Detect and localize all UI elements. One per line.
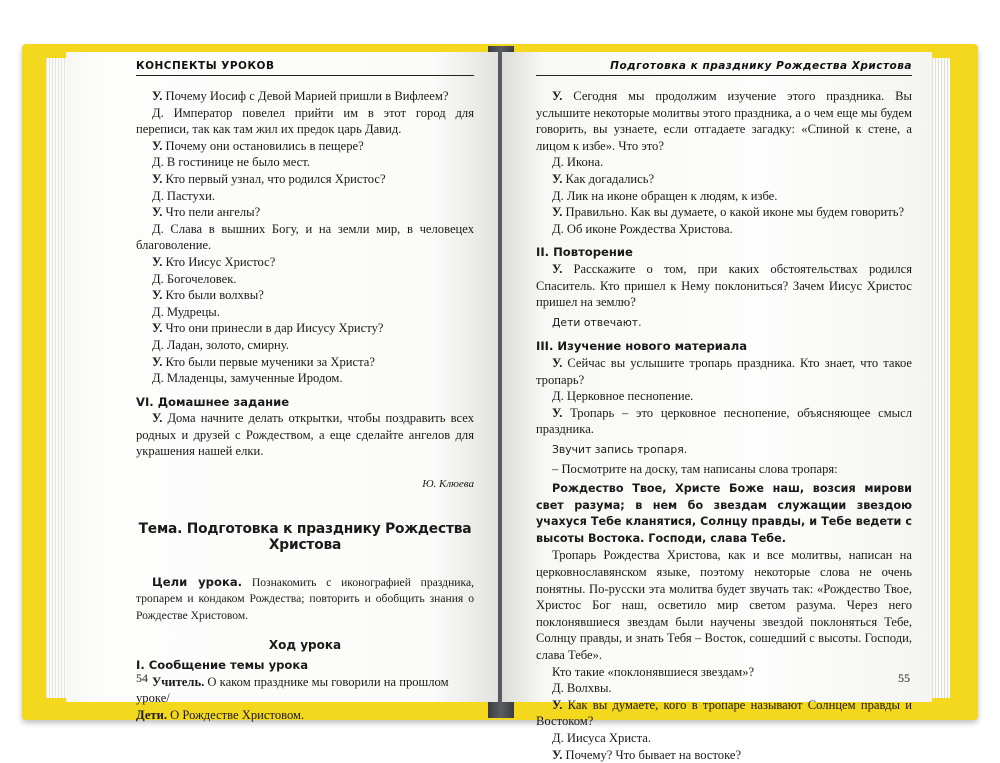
left-dialog — [136, 88, 474, 387]
page-edges-left — [46, 58, 68, 698]
dialog-line: Д. Икона. — [552, 155, 604, 170]
dialog-line: У. Почему они остановились в пещере? — [152, 138, 364, 153]
dialog-2 — [536, 680, 912, 763]
homework-paragraph: У. Дома начните делать открытки, чтобы поздравить всех родных и друзей с Рождеством, а еще сделайте ангелов для украшения нашей елки. — [136, 411, 474, 459]
left-page — [66, 52, 498, 722]
section-2-heading: II. Повторение — [536, 245, 633, 260]
left-text-block — [136, 88, 474, 724]
dialog-line: Д. Лик на иконе обращен к людям, к избе. — [552, 188, 778, 203]
section-2-paragraph: У. Расскажите о том, при каких обстоятельствах родился Спаситель. Кто пришел к Нему поклониться? Зачем Иисус Христос пришел на землю? — [536, 261, 912, 310]
homework-heading: VI. Домашнее задание — [136, 394, 290, 409]
dialog-line: У. Как догадались? — [552, 171, 655, 186]
page-edges-right — [930, 58, 950, 698]
dialog-line: У. Кто были первые мученики за Христа? — [152, 354, 375, 369]
page-number-left: 54 — [136, 671, 148, 685]
answer-line: Д. Церковное песнопение. — [552, 389, 694, 404]
lesson-goals: Цели урока. Познакомить с иконографией праздника, тропарем и кондаком Рождества; повторить и обобщить знания о Рождестве Христовом. — [136, 574, 474, 623]
children-line: Дети. О Рождестве Христовом. — [136, 708, 305, 722]
prayer-text: Рождество Твое, Христе Боже наш, возсия мирови свет разума; в нем бо звездам служащии звездою учахуся Тебе кланятися, Солнцу правды, и Тебе ведети с высоты Востока. Господи, слава Тебе. — [536, 482, 912, 545]
dialog-line: У. Кто были волхвы? — [152, 288, 264, 303]
dialog-line: Д. Император повелел прийти им в этот город для переписи, так как там жил их предок царь Давид. — [136, 105, 474, 137]
right-text-block — [536, 88, 912, 763]
teacher-line: Учитель. О каком празднике мы говорили на прошлом уроке/ — [136, 674, 449, 706]
dialog-line: Д. Мудрецы. — [152, 304, 220, 319]
dialog-line: Д. Слава в вышних Богу, и на земли мир, в человецех благоволение. — [136, 221, 474, 253]
dialog-line: Д. Волхвы. — [552, 681, 612, 696]
dialog-line: У. Что пели ангелы? — [152, 205, 261, 220]
lesson-topic: Тема. Подготовка к празднику Рождества Христова — [138, 520, 472, 554]
dialog-line: У. Почему? Что бывает на востоке? — [552, 747, 742, 762]
board-line: – Посмотрите на доску, там написаны слова тропаря: — [552, 462, 838, 477]
dialog-line: У. Как вы думаете, кого в тропаре называют Солнцем правды и Востоком? — [536, 697, 912, 729]
signature: Ю. Клюева — [422, 478, 474, 491]
explanation-paragraph: Тропарь Рождества Христова, как и все молитвы, написан на церковнославянском языке, поэтому некоторые слова не очень понятны. По-русски эта молитва будет звучать так: «Рождество Твое, Христос Бог наш, осветило мир светом разума. Через него поклонявшиеся звездам были научены звездой поклоняться Тебе, Солнцу правды, и знать Тебя – Восток, сошедший с высоты. Господи, слава Тебе». — [536, 548, 912, 662]
section-3-heading: III. Изучение нового материала — [536, 339, 748, 354]
section-1-heading: I. Сообщение темы урока — [136, 658, 309, 673]
question-line: Кто такие «поклонявшиеся звездам»? — [552, 664, 755, 679]
right-running-head: Подготовка к празднику Рождества Христова — [536, 60, 912, 76]
right-page — [502, 52, 932, 762]
dialog-line: У. Правильно. Как вы думаете, о какой иконе мы будем говорить? — [552, 205, 905, 220]
intro-paragraph: У. Сегодня мы продолжим изучение этого праздника. Вы услышите некоторые молитвы этого праздника, а о чем еще мы будем говорить, вы узнаете, если отгадаете загадку: «Спиной к стене, а лицом к избе». Что это? — [536, 89, 912, 153]
page-number-right: 55 — [898, 671, 910, 685]
dialog-1 — [536, 154, 912, 237]
troparion-paragraph: У. Тропарь – это церковное песнопение, объясняющее смысл праздника. — [536, 405, 912, 437]
dialog-line: Д. Ладан, золото, смирну. — [152, 337, 289, 352]
section-3-paragraph: У. Сейчас вы услышите тропарь праздника. Кто знает, что такое тропарь? — [536, 355, 912, 387]
dialog-line: Д. Пастухи. — [152, 188, 215, 203]
dialog-line: У. Кто Иисус Христос? — [152, 254, 276, 269]
record-note: Звучит запись тропаря. — [552, 442, 688, 456]
left-running-head: КОНСПЕКТЫ УРОКОВ — [136, 60, 474, 76]
course-heading: Ход урока — [268, 637, 342, 652]
dialog-line: Д. В гостинице не было мест. — [152, 155, 310, 170]
dialog-line: Д. Богочеловек. — [152, 271, 237, 286]
dialog-line: Д. Младенцы, замученные Иродом. — [152, 371, 343, 386]
dialog-line: Д. Иисуса Христа. — [552, 730, 652, 745]
dialog-line: Д. Об иконе Рождества Христова. — [552, 221, 733, 236]
dialog-line: У. Что они принесли в дар Иисусу Христу? — [152, 321, 384, 336]
dialog-line: У. Почему Иосиф с Девой Марией пришли в Вифлеем? — [152, 89, 449, 103]
dialog-line: У. Кто первый узнал, что родился Христос? — [152, 171, 386, 186]
children-answer: Дети отвечают. — [552, 315, 642, 329]
